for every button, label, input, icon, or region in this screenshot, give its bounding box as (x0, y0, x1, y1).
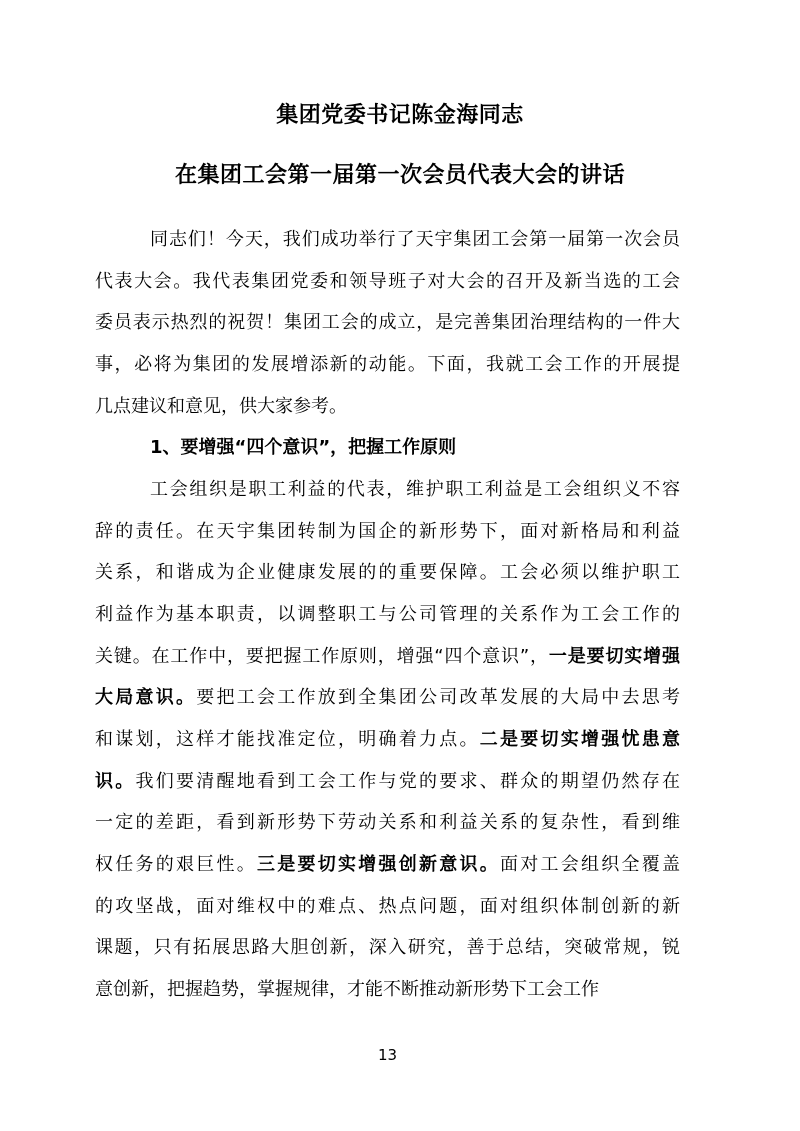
text-line (95, 802, 680, 844)
text-line (95, 761, 680, 803)
document-body (95, 219, 680, 1010)
text-line (95, 677, 680, 719)
emphasis-text: 三是要切实增强创新意识。 (257, 853, 500, 875)
text-segment: 委员表示热烈的祝贺！集团工会的成立，是完善集团治理结构的一件大 (95, 312, 680, 334)
emphasis-text: 大局意识。 (95, 687, 197, 709)
text-segment: 意创新，把握趋势，掌握规律，才能不断推动新形势下工会工作 (95, 978, 599, 1000)
text-segment: 利益作为基本职责，以调整职工与公司管理的关系作为工会工作的 (95, 603, 680, 625)
text-segment: 要把工会工作放到全集团公司改革发展的大局中去思考 (196, 687, 680, 709)
text-line (95, 927, 680, 969)
text-segment: 和谋划，这样才能找准定位，明确着力点。 (95, 728, 480, 750)
text-line (95, 969, 680, 1011)
text-segment: 一定的差距，看到新形势下劳动关系和利益关系的复杂性，看到维 (95, 812, 680, 834)
text-segment: 同志们！今天，我们成功举行了天宇集团工会第一届第一次会员 (150, 229, 680, 250)
text-segment: 关键。在工作中，要把握工作原则，增强“四个意识”， (95, 645, 549, 667)
text-segment: 的攻坚战，面对维权中的难点、热点问题，面对组织体制创新的新 (95, 895, 680, 917)
text-line (95, 427, 680, 469)
text-line (95, 344, 680, 386)
text-segment: 权任务的艰巨性。 (95, 853, 257, 875)
text-segment: 几点建议和意见，供大家参考。 (95, 395, 347, 417)
text-line (95, 636, 680, 678)
text-segment: 面对工会组织全覆盖 (500, 853, 680, 875)
text-line (95, 594, 680, 636)
text-segment: 辞的责任。在天宇集团转制为国企的新形势下，面对新格局和利益 (95, 520, 680, 542)
emphasis-text: 二是要切实增强忧患意 (479, 728, 680, 750)
text-line (95, 261, 680, 303)
document-title: 集团党委书记陈金海同志 (276, 103, 524, 128)
text-line (95, 511, 680, 553)
text-segment: 事，必将为集团的发展增添新的动能。下面，我就工会工作的开展提 (95, 353, 680, 375)
text-line (95, 719, 680, 761)
text-line (95, 552, 680, 594)
text-line (95, 302, 680, 344)
text-line (95, 386, 680, 428)
text-line (95, 886, 680, 928)
text-segment: 工会组织是职工利益的代表，维护职工利益是工会组织义不容 (150, 478, 680, 500)
document-subtitle: 在集团工会第一届第一次会员代表大会的讲话 (174, 163, 625, 188)
text-segment: 我们要清醒地看到工会工作与党的要求、群众的期望仍然存在 (135, 770, 680, 792)
page-number: 13 (377, 1046, 398, 1064)
text-segment: 课题，只有拓展思路大胆创新，深入研究，善于总结，突破常规，锐 (95, 937, 680, 959)
text-line (95, 219, 680, 261)
text-segment: 代表大会。我代表集团党委和领导班子对大会的召开及新当选的工会 (95, 270, 680, 292)
text-segment: 关系，和谐成为企业健康发展的的重要保障。工会必须以维护职工 (95, 562, 680, 584)
text-line (95, 844, 680, 886)
emphasis-text: 一是要切实增强 (548, 645, 681, 667)
emphasis-text: 1、要增强“四个意识”，把握工作原则 (150, 437, 457, 459)
emphasis-text: 识。 (95, 770, 136, 792)
text-line (95, 469, 680, 511)
